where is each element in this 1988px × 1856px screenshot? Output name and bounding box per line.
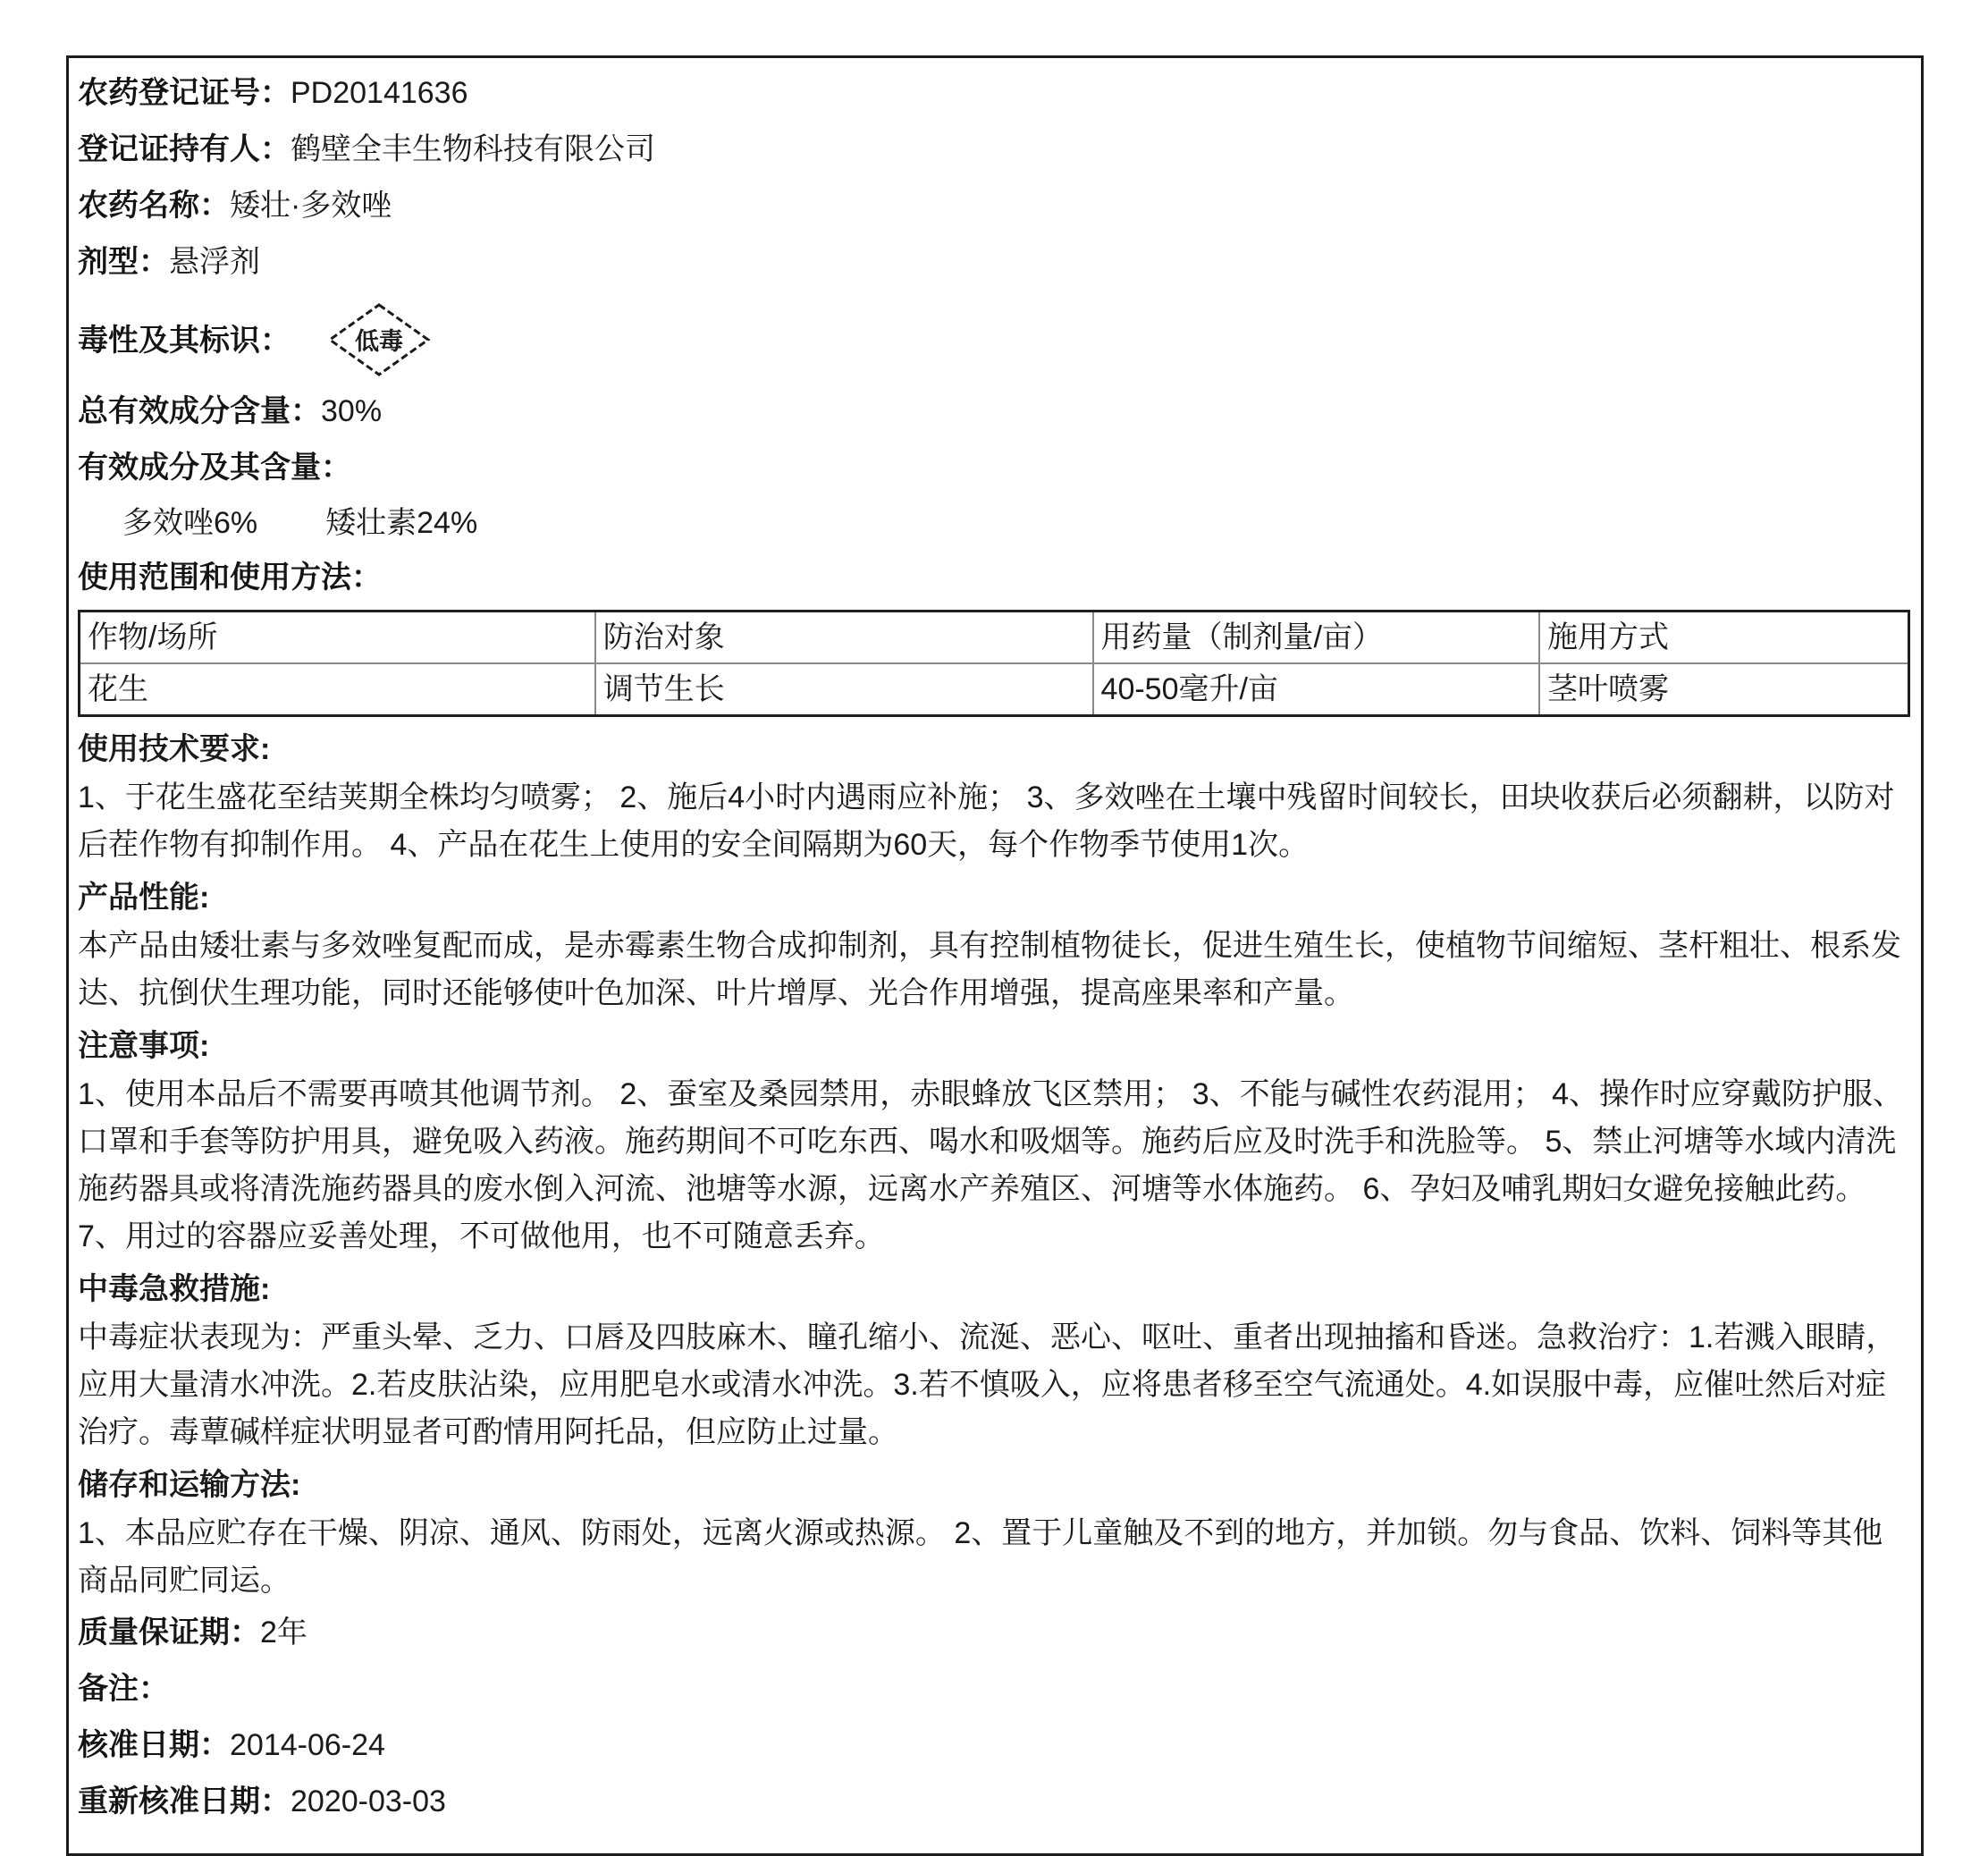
toxicity-label: 毒性及其标识：	[78, 323, 291, 358]
usage-table-data-row	[80, 663, 1909, 716]
low-toxicity-icon-text: 低毒	[355, 328, 403, 355]
warranty-period-value: 2年	[260, 1616, 307, 1649]
usage-table-header-row	[80, 612, 1909, 664]
formulation-value: 悬浮剂	[169, 245, 260, 279]
section-title-first-aid: 中毒急救措施:	[78, 1272, 271, 1306]
field-total-active-content	[78, 384, 1910, 440]
reapproval-date-value: 2020-03-03	[291, 1784, 446, 1818]
registration-number-value: PD20141636	[291, 76, 468, 110]
usage-table-title-label: 使用范围和使用方法：	[78, 561, 382, 595]
section-body-product-performance: 本产品由矮壮素与多效唑复配而成，是赤霉素生物合成抑制剂，具有控制植物徒长，促进生殖生长，使植物节间缩短、茎杆粗壮、根系发达、抗倒伏生理功能，同时还能够使叶色加深、叶片增厚、光合作用增强，提高座果率和产量。	[78, 929, 1901, 1010]
low-toxicity-diamond-icon	[326, 302, 432, 377]
ingredient-item: 矮壮素24%	[325, 506, 478, 540]
field-reapproval-date	[78, 1774, 1910, 1830]
registration-number-label: 农药登记证号：	[78, 76, 291, 110]
section-title-usage-requirements: 使用技术要求:	[78, 732, 271, 766]
usage-table	[78, 610, 1910, 717]
field-certificate-holder	[78, 122, 1910, 178]
usage-table-header-cell: 用药量（制剂量/亩）	[1093, 612, 1539, 664]
field-formulation	[78, 234, 1910, 291]
field-approval-date	[78, 1717, 1910, 1774]
section-body-usage-requirements: 1、于花生盛花至结荚期全株均匀喷雾； 2、施后4小时内遇雨应补施； 3、多效唑在土壤中残留时间较长，田块收获后必须翻耕，以防对后茬作物有抑制作用。 4、产品在花生上使用的安全间隔期为60天，每个作物季节使用1次。	[78, 780, 1895, 862]
usage-table-cell-dosage: 40-50毫升/亩	[1093, 663, 1539, 716]
section-body-storage-transport: 1、本品应贮存在干燥、阴凉、通风、防雨处，远离火源或热源。 2、置于儿童触及不到的地方，并加锁。勿与食品、饮料、饲料等其他商品同贮同运。	[78, 1516, 1883, 1598]
certificate-holder-label: 登记证持有人：	[78, 132, 291, 166]
remarks-label: 备注：	[78, 1672, 169, 1706]
pesticide-name-label: 农药名称：	[78, 189, 230, 223]
field-remarks	[78, 1661, 1910, 1717]
pesticide-name-value: 矮壮·多效唑	[230, 189, 392, 223]
total-active-content-value: 30%	[321, 394, 383, 428]
total-active-content-label: 总有效成分含量：	[78, 394, 321, 428]
section-body-first-aid: 中毒症状表现为：严重头晕、乏力、口唇及四肢麻木、瞳孔缩小、流涎、恶心、呕吐、重者出现抽搐和昏迷。急救治疗：1.若溅入眼睛，应用大量清水冲洗。2.若皮肤沾染，应用肥皂水或清水冲洗。3.若不慎吸入，应将患者移至空气流通处。4.如误服中毒，应催吐然后对症治疗。毒蕈碱样症状明显者可酌情用阿托品，但应防止过量。	[78, 1320, 1897, 1449]
field-registration-number	[78, 65, 1910, 122]
formulation-label: 剂型：	[78, 245, 169, 279]
ingredients-line	[78, 496, 1910, 550]
usage-table-cell-method: 茎叶喷雾	[1539, 663, 1909, 716]
section-title-storage-transport: 储存和运输方法:	[78, 1468, 301, 1502]
ingredient-item: 多效唑6%	[122, 506, 258, 540]
field-pesticide-name	[78, 178, 1910, 234]
section-body-precautions: 1、使用本品后不需要再喷其他调节剂。 2、蚕室及桑园禁用，赤眼蜂放飞区禁用； 3、不能与碱性农药混用； 4、操作时应穿戴防护服、口罩和手套等防护用具，避免吸入药液。施药期间不可吃东西、喝水和吸烟等。施药后应及时洗手和洗脸等。 5、禁止河塘等水域内清洗施药器具或将清洗施药器具的废水倒入河流、池塘等水源，远离水产养殖区、河塘等水体施药。 6、孕妇及哺乳期妇女避免接触此药。 7、用过的容器应妥善处理，不可做他用，也不可随意丢弃。	[78, 1077, 1903, 1253]
section-title-product-performance: 产品性能:	[78, 881, 210, 915]
approval-date-label: 核准日期：	[78, 1728, 230, 1762]
field-toxicity	[78, 291, 1910, 384]
section-title-precautions: 注意事项:	[78, 1029, 210, 1063]
usage-table-header-cell: 作物/场所	[80, 612, 595, 664]
registration-document-box	[66, 55, 1924, 1856]
ingredients-title-label: 有效成分及其含量：	[78, 451, 351, 485]
usage-table-title	[78, 550, 1910, 606]
approval-date-value: 2014-06-24	[230, 1728, 385, 1762]
usage-table-header-cell: 施用方式	[1539, 612, 1909, 664]
field-ingredients-title	[78, 440, 1910, 496]
reapproval-date-label: 重新核准日期：	[78, 1784, 291, 1818]
field-warranty-period	[78, 1605, 1910, 1661]
usage-table-cell-target: 调节生长	[595, 663, 1093, 716]
warranty-period-label: 质量保证期：	[78, 1616, 260, 1649]
usage-table-header-cell: 防治对象	[595, 612, 1093, 664]
usage-table-cell-crop: 花生	[80, 663, 595, 716]
certificate-holder-value: 鹤壁全丰生物科技有限公司	[291, 132, 655, 166]
